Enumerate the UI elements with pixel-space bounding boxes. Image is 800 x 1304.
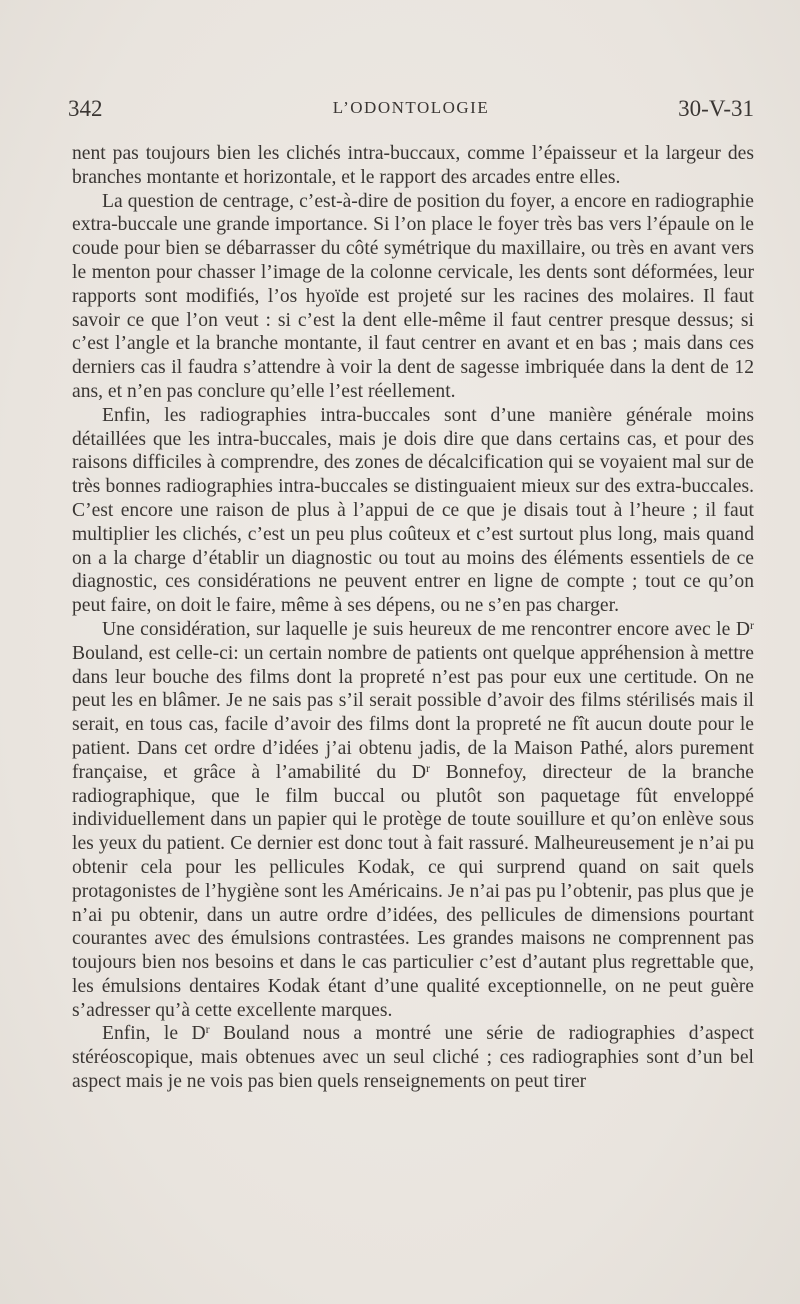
body-text xyxy=(72,142,754,1094)
text-run: Bouland xyxy=(72,642,139,664)
paragraph xyxy=(72,618,754,1023)
paragraph: Enfin, les radiographies intra-buccales sont d’une manière générale moins détaillées que les intra-buccales, mais je dois dire que dans certains cas, et pour des raisons difficiles à comprendre, des zones de décalcification qui se voyaient mal sur de très bonnes radiographies intra-buccales se distinguaient mieux sur des extra-buccales. C’est encore une raison de plus à l’appui de ce que je disais tout à l’heure ; il faut multiplier les clichés, c’est un peu plus coûteux et c’est surtout plus long, mais quand on a la charge d’établir un diagnostic ou tout au moins des éléments essentiels de ce diagnostic, ces considérations ne peuvent entrer en ligne de compte ; tout ce qu’on peut faire, on doit le faire, même à ses dépens, ou ne s’en pas charger. xyxy=(72,404,754,617)
superscript: r xyxy=(426,760,431,775)
running-title: L’ODONTOLOGIE xyxy=(332,98,490,117)
text-run: Une considération, sur laquelle je suis heureux de me rencontrer encore avec le D xyxy=(102,618,750,640)
issue-date: 30-V-31 xyxy=(678,96,754,121)
superscript: r xyxy=(205,1022,210,1037)
text-run: Bonnefoy, directeur de la branche radiographique, que le film buccal ou plutôt son paquetage fût enveloppé individuellement dans un papier qui le protège de toute souillure et qu’on enlève sous les yeux du patient. Ce dernier est donc tout à fait rassuré. Malheureusement je n’ai pu obtenir cela pour les pellicules Kodak, ce qui surprend quand on sait quels protagonistes de l’hygiène sont les Américains. Je n’ai pas pu l’obtenir, pas plus que je n’ai pu obtenir, dans un autre ordre d’idées, des pellicules de dimensions pourtant courantes avec des émulsions contrastées. Les grandes maisons ne comprennent pas toujours bien nos besoins et dans le cas particulier c’est d’autant plus regrettable que, les émulsions dentaires Kodak étant d’une qualité exceptionnelle, on ne peut guère s’adresser qu’à cette excellente marques. xyxy=(72,761,754,1021)
text-run: Enfin, le D xyxy=(102,1023,206,1045)
paragraph: La question de centrage, c’est-à-dire de position du foyer, a encore en radiographie extra-buccale une grande importance. Si l’on place le foyer très bas vers l’épaule on le coude pour bien se débarrasser du côté symétrique du maxillaire, ou très en avant vers le menton pour chasser l’image de la colonne cervicale, les dents sont déformées, leur rapports sont modifiés, l’os hyoïde est projeté sur les racines des molaires. Il faut savoir ce que l’on veut : si c’est la dent elle-même il faut centrer presque dessus; si c’est l’angle et la branche montante, il faut centrer en avant et en bas ; mais dans ces derniers cas il faudra s’attendre à voir la dent de sagesse imbriquée dans la dent de 12 ans, et n’en pas conclure qu’elle l’est réellement. xyxy=(72,190,754,402)
page-number: 342 xyxy=(68,96,103,121)
text-run: , est celle-ci: un certain nombre de patients ont quelque appréhension à mettre dans leur bouche des films dont la propreté n’est pas pour eux une certitude. On ne peut les en blâmer. Je ne sais pas s’il serait possible d’avoir des films stérilisés mais il serait, en tous cas, facile d’avoir des films dont la propreté ne fît aucun doute pour le patient. Dans cet ordre d’idées j’ai obtenu jadis, de la Maison Pathé, alors purement française, et grâce à l’amabilité du D xyxy=(72,642,754,783)
text-run: Bouland nous a montré une série de radiographies d’aspect stéréoscopique, mais obtenues avec un seul cliché ; ces radiographies sont d’un bel aspect mais je ne vois pas bien quels renseignements on peut tirer xyxy=(72,1023,754,1093)
page-header xyxy=(68,96,754,126)
superscript: r xyxy=(750,617,754,632)
paragraph xyxy=(72,1022,754,1093)
paragraph: nent pas toujours bien les clichés intra-buccaux, comme l’épaisseur et la largeur des branches montante et horizontale, et le rapport des arcades entre elles. xyxy=(72,143,754,188)
